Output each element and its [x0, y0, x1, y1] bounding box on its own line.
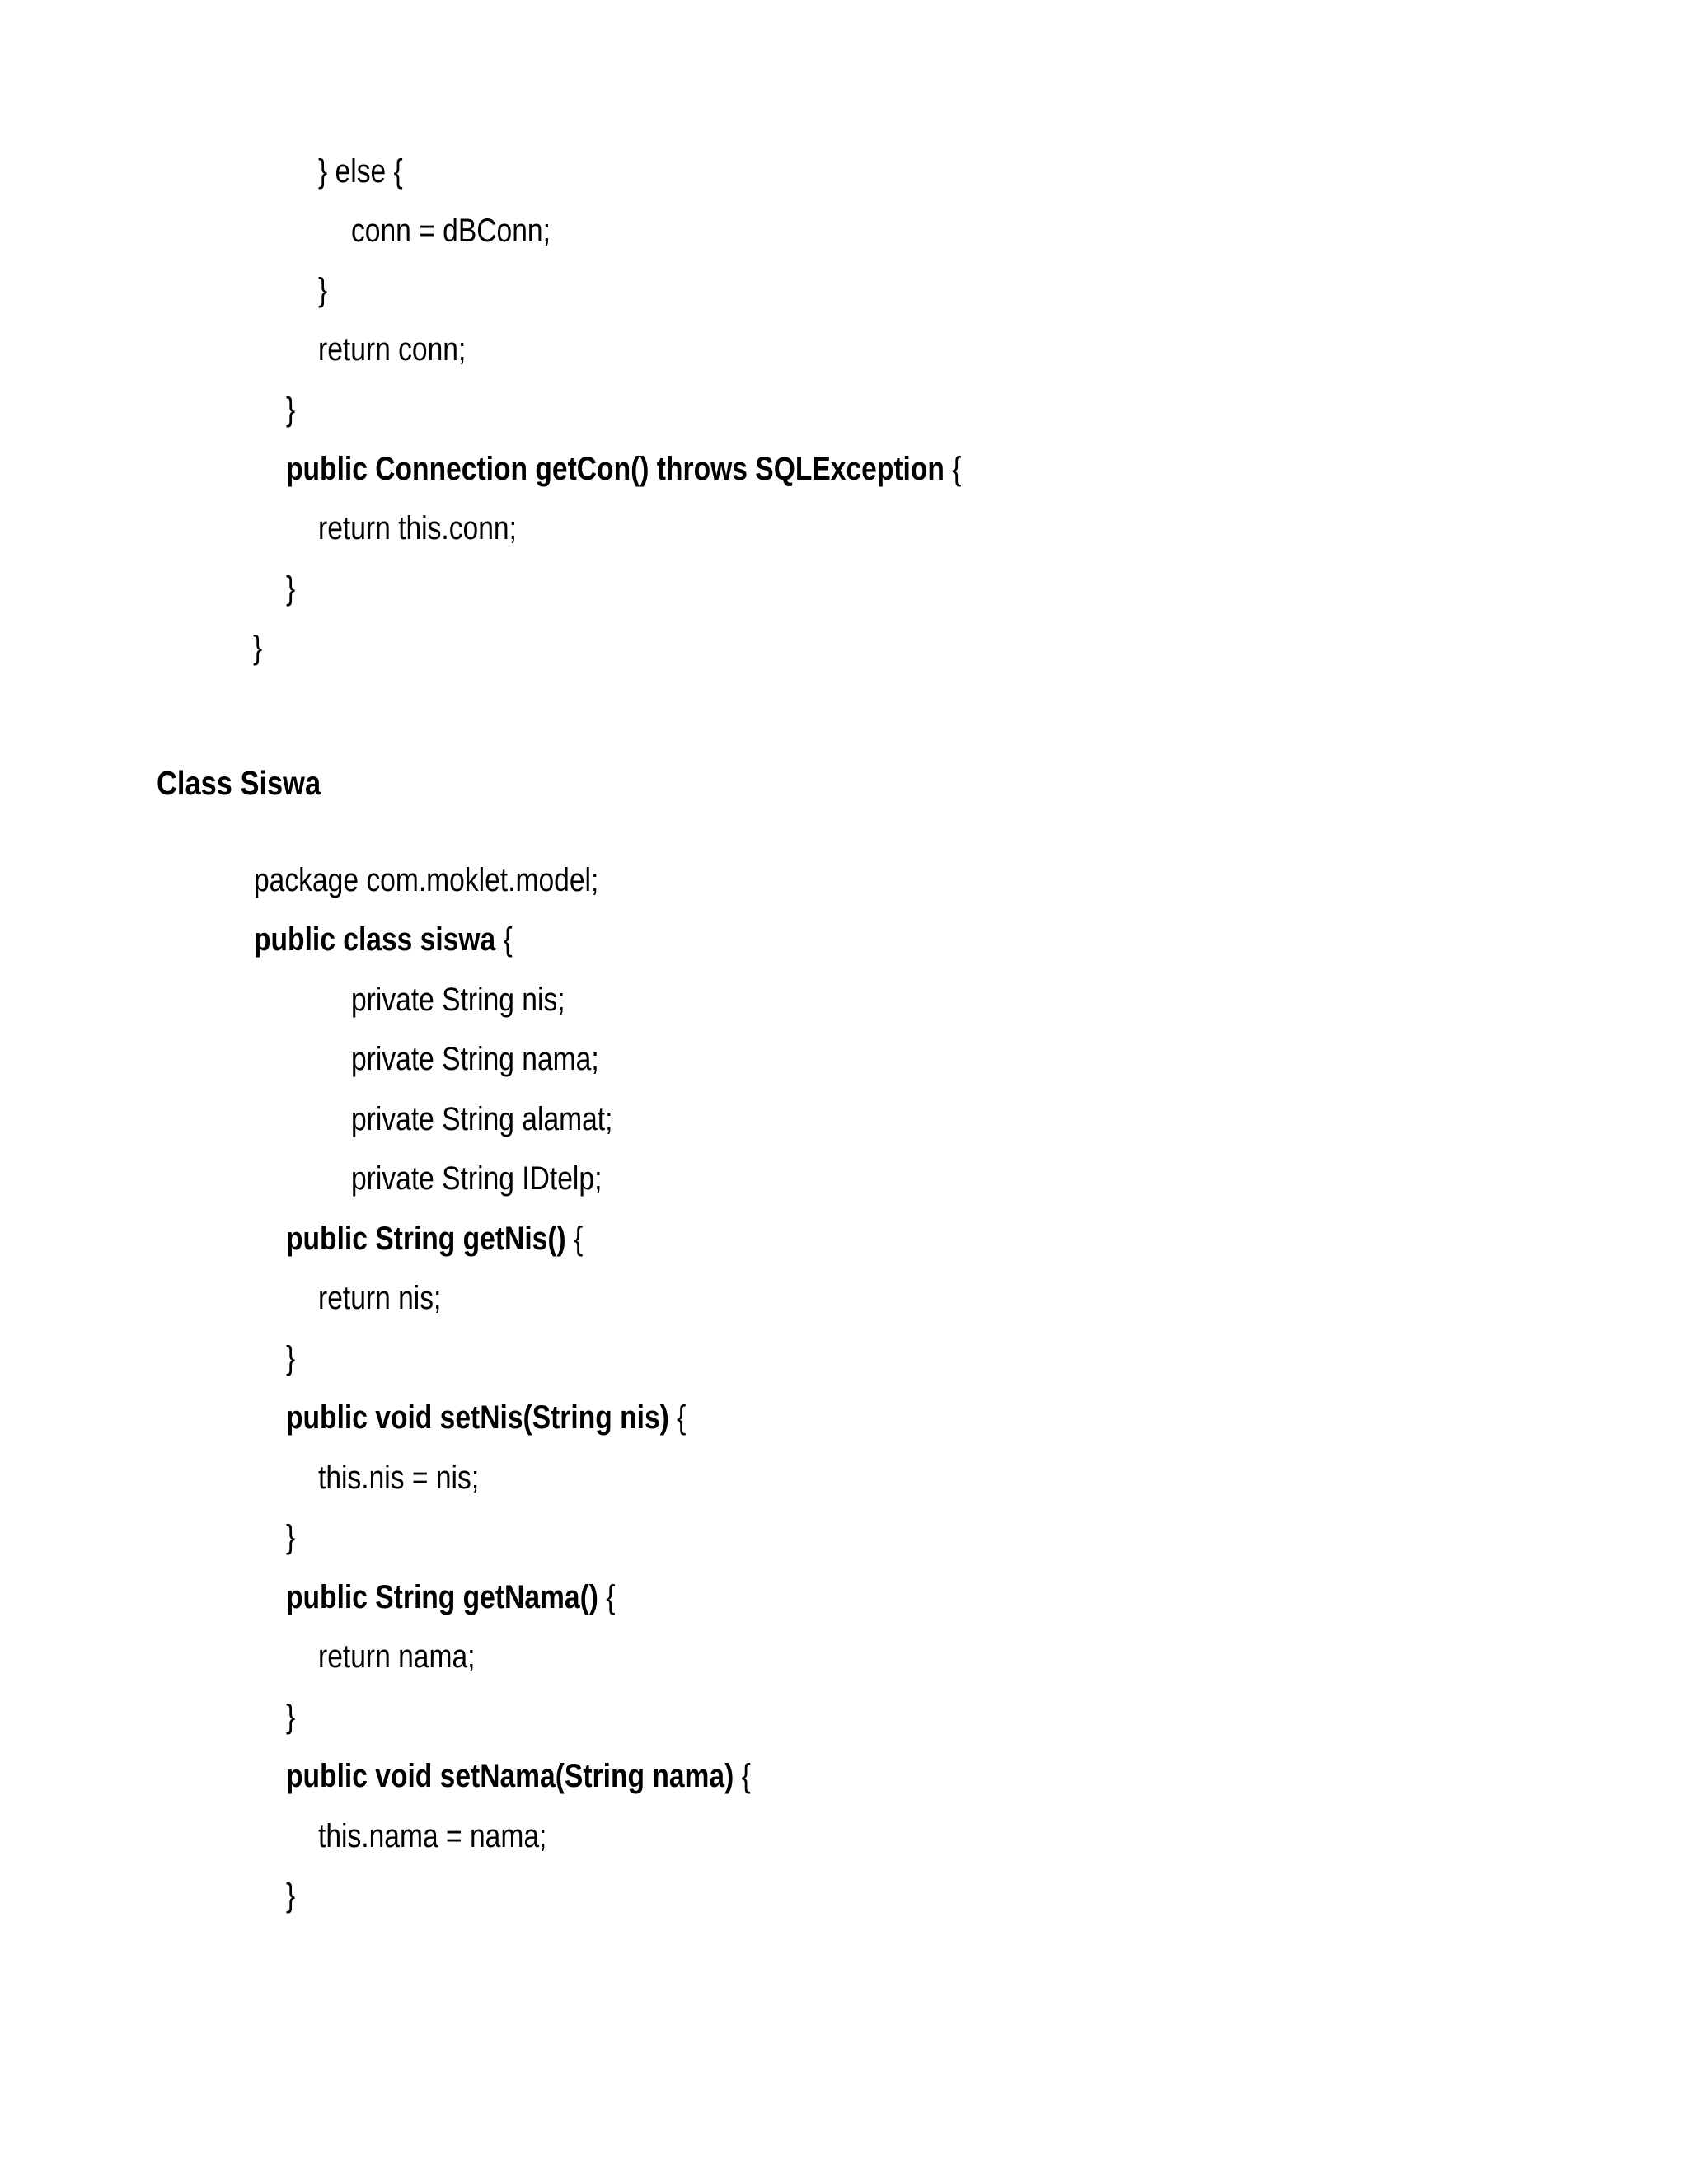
code-keyword: public String getNama()	[286, 1579, 598, 1615]
code-text: {	[495, 921, 513, 958]
code-line	[351, 1099, 612, 1139]
code-keyword: public void setNis(String nis)	[286, 1399, 669, 1436]
code-line	[318, 270, 327, 310]
code-line	[286, 1398, 686, 1437]
code-text: {	[598, 1579, 616, 1615]
code-line	[254, 860, 598, 900]
code-text: }	[286, 1877, 296, 1914]
code-line	[318, 1816, 546, 1856]
code-line	[286, 1577, 616, 1617]
code-line	[351, 1039, 599, 1079]
code-line	[318, 1278, 441, 1318]
code-text: {	[944, 451, 962, 487]
code-text: this.nis = nis;	[318, 1460, 480, 1496]
code-text: }	[286, 1699, 296, 1735]
code-line	[286, 1219, 583, 1258]
code-line	[286, 1517, 295, 1557]
code-text: }	[286, 570, 296, 607]
code-text: conn = dBConn;	[351, 213, 551, 249]
code-keyword: public void setNama(String nama)	[286, 1758, 734, 1794]
code-line	[351, 211, 551, 251]
code-line	[351, 980, 565, 1019]
code-text: {	[565, 1221, 584, 1257]
code-line	[286, 1876, 295, 1915]
code-text: this.nama = nama;	[318, 1818, 547, 1854]
code-text: private String alamat;	[351, 1101, 613, 1137]
code-text: {	[668, 1399, 687, 1436]
code-text: }	[286, 1519, 296, 1555]
code-line	[286, 449, 961, 489]
section-heading: Class Siswa	[157, 764, 321, 802]
code-text: {	[734, 1758, 751, 1794]
code-line	[318, 330, 466, 369]
code-keyword: public Connection getCon() throws SQLException	[286, 451, 945, 487]
code-line	[286, 1338, 295, 1378]
code-line	[318, 152, 403, 191]
code-text: }	[253, 630, 263, 666]
code-text: return conn;	[318, 331, 467, 368]
code-text: private String nama;	[351, 1041, 599, 1077]
code-keyword: public class siswa	[254, 921, 496, 958]
code-text: private String IDtelp;	[351, 1160, 603, 1197]
code-text: package com.moklet.model;	[254, 862, 599, 898]
code-text: return nama;	[318, 1638, 476, 1675]
code-line	[286, 1697, 295, 1736]
code-text: }	[286, 1340, 296, 1376]
code-keyword: public String getNis()	[286, 1221, 566, 1257]
code-text: return this.conn;	[318, 510, 517, 546]
code-line	[351, 1159, 602, 1198]
code-line	[318, 1458, 479, 1497]
code-line	[286, 569, 295, 608]
code-text: }	[286, 391, 296, 428]
code-text: private String nis;	[351, 982, 565, 1018]
code-line	[286, 1756, 751, 1796]
code-text: return nis;	[318, 1280, 442, 1316]
code-line	[254, 920, 513, 959]
code-line	[286, 390, 295, 429]
code-text: }	[318, 272, 328, 308]
code-line	[318, 509, 517, 548]
code-line	[318, 1637, 475, 1676]
code-text: } else {	[318, 153, 403, 190]
code-line	[253, 628, 262, 668]
